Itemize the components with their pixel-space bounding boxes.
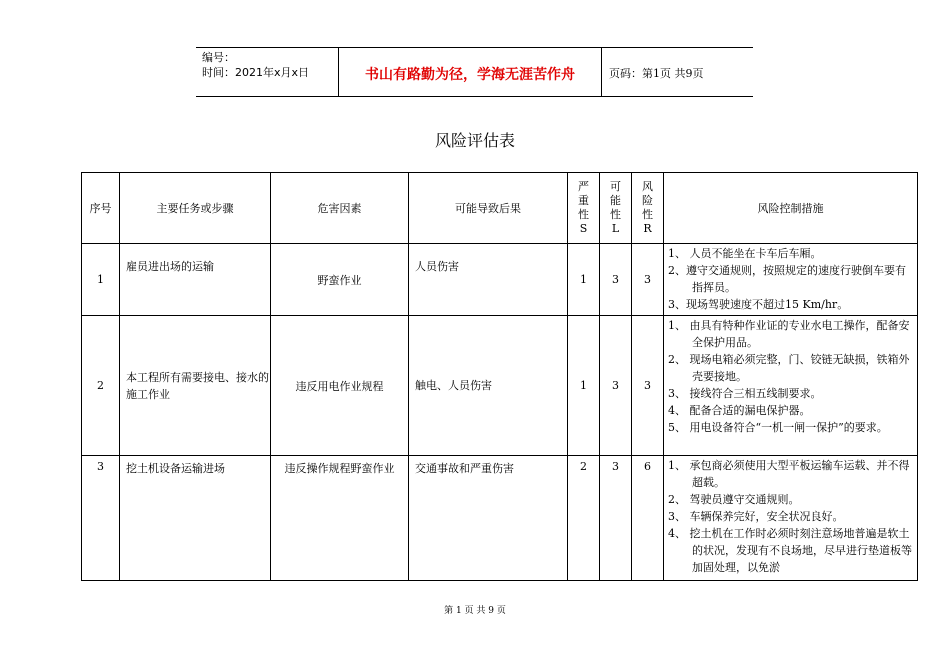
row-measures: 1、 由具有特种作业证的专业水电工操作，配备安全保护用品。 2、 现场电箱必须完整，门、铰链无缺损，铁箱外壳要接地。 3、 接线符合三相五线制要求。 4、 配备合适的漏电保护器。 5、 用电设备符合“一机一闸一保护”的要求。 (664, 316, 918, 456)
header-likelihood: 可 能 性 L (600, 173, 632, 244)
row-task: 本工程所有需要接电、接水的施工作业 (120, 316, 271, 456)
row-consequence: 触电、人员伤害 (409, 316, 568, 456)
table-row (82, 456, 918, 581)
row-likelihood: 3 (600, 456, 632, 581)
row-seq: 2 (82, 316, 120, 456)
row-consequence: 人员伤害 (409, 244, 568, 316)
header-meta (202, 50, 309, 80)
header-page-label: 页码：第1页 共9页 (609, 67, 704, 80)
header-consequence: 可能导致后果 (409, 173, 568, 244)
page-header (196, 47, 753, 97)
row-risk: 3 (632, 316, 664, 456)
table-header-row (82, 173, 918, 244)
header-hazard: 危害因素 (271, 173, 409, 244)
header-measures: 风险控制措施 (664, 173, 918, 244)
row-severity: 1 (568, 244, 600, 316)
page-title: 风险评估表 (434, 131, 515, 150)
number-label: 编号： (202, 51, 235, 64)
table-row (82, 316, 918, 456)
row-measures: 1、 承包商必须使用大型平板运输车运载、并不得超载。 2、 驾驶员遵守交通规则。 3、 车辆保养完好，安全状况良好。 4、 挖土机在工作时必须时刻注意场地普遍是软土的状况，发现有不良场地，尽早进行垫道板等加固处理，以免淤 (664, 456, 918, 581)
time-label: 时间：2021年x月x日 (202, 66, 310, 79)
page-footer: 第 1 页 共 9 页 (444, 606, 506, 616)
row-likelihood: 3 (600, 316, 632, 456)
header-task: 主要任务或步骤 (120, 173, 271, 244)
row-seq: 3 (82, 456, 120, 581)
row-risk: 3 (632, 244, 664, 316)
table-row (82, 244, 918, 316)
row-hazard: 违反用电作业规程 (271, 316, 409, 456)
row-severity: 1 (568, 316, 600, 456)
row-likelihood: 3 (600, 244, 632, 316)
header-seq: 序号 (82, 173, 120, 244)
row-consequence: 交通事故和严重伤害 (409, 456, 568, 581)
row-hazard: 野蛮作业 (271, 244, 409, 316)
row-measures: 1、 人员不能坐在卡车后车厢。 2、遵守交通规则，按照规定的速度行驶倒车要有指挥员。 3、现场驾驶速度不超过15 Km/hr。 (664, 244, 918, 316)
row-seq: 1 (82, 244, 120, 316)
header-severity: 严 重 性 S (568, 173, 600, 244)
header-risk: 风 险 性 R (632, 173, 664, 244)
row-task: 挖土机设备运输进场 (120, 456, 271, 581)
risk-table (81, 172, 918, 581)
row-task: 雇员进出场的运输 (120, 244, 271, 316)
row-hazard: 违反操作规程野蛮作业 (271, 456, 409, 581)
row-risk: 6 (632, 456, 664, 581)
row-severity: 2 (568, 456, 600, 581)
header-motto: 书山有路勤为径，学海无涯苦作舟 (365, 67, 575, 83)
header-divider (601, 48, 602, 96)
